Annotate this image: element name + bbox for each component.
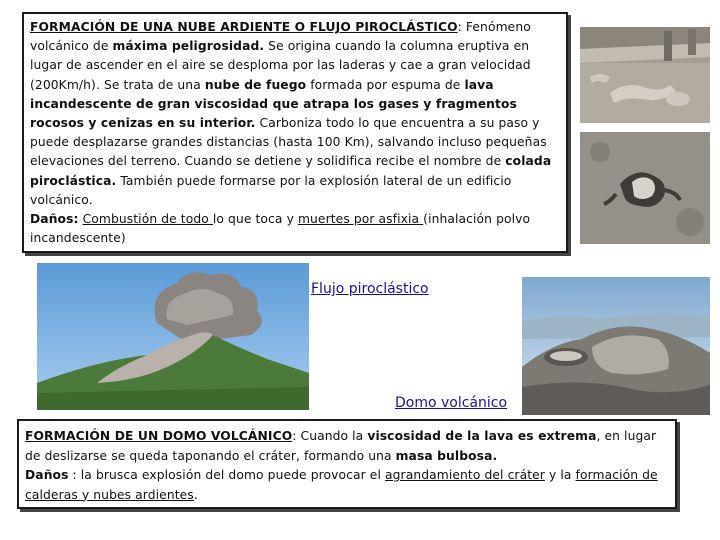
nube-danos-label: Daños: [30, 212, 79, 227]
volcanic-dome-photo [522, 277, 710, 415]
nube-title: FORMACIÓN DE UNA NUBE ARDIENTE O FLUJO PIROCLÁSTICO [30, 20, 458, 34]
flujo-piroclastico-link[interactable]: Flujo piroclástico [311, 281, 429, 297]
domo-title: FORMACIÓN DE UN DOMO VOLCÁNICO [25, 429, 293, 443]
domo-volcanico-textbox [17, 419, 677, 509]
pyroclastic-flow-photo [37, 263, 309, 410]
nube-ardiente-paragraph: FORMACIÓN DE UNA NUBE ARDIENTE O FLUJO PIROCLÁSTICO: Fenómeno volcánico de máxima peligrosidad. Se origina cuando la columna eruptiva en lugar de ascender en el aire se desploma por las laderas y cae a gran velocidad (200Km/h). Se trata de una nube de fuego formada por espuma de lava incandescente de gran viscosidad que atrapa los gases y fragmentos rocosos y cenizas en su interior. Carboniza todo lo que encuentra a su paso y puede desplazarse grandes distancias (hasta 100 Km), salvando incluso pequeñas elevaciones del terreno. Cuando se detiene y solidifica recibe el nombre de colada piroclástica. También puede formarse por la explosión lateral de un edificio volcánico. Daños: Combustión de todo lo que toca y muertes por asfixia (inhalación polvo incandescente) [30, 20, 552, 246]
pompeii-dog-cast-photo [580, 132, 710, 244]
pompeii-casts-photo [580, 27, 710, 123]
domo-danos-label: Daños [25, 468, 69, 482]
domo-volcanico-link[interactable]: Domo volcánico [395, 395, 508, 411]
domo-volcanico-paragraph: FORMACIÓN DE UN DOMO VOLCÁNICO: Cuando la viscosidad de la lava es extrema, en lugar de deslizarse se queda taponando el cráter, formando una masa bulbosa. Daños : la brusca explosión del domo puede provocar el agrandamiento del cráter y la formación de calderas y nubes ardientes. [25, 429, 658, 502]
nube-ardiente-textbox [22, 12, 568, 253]
